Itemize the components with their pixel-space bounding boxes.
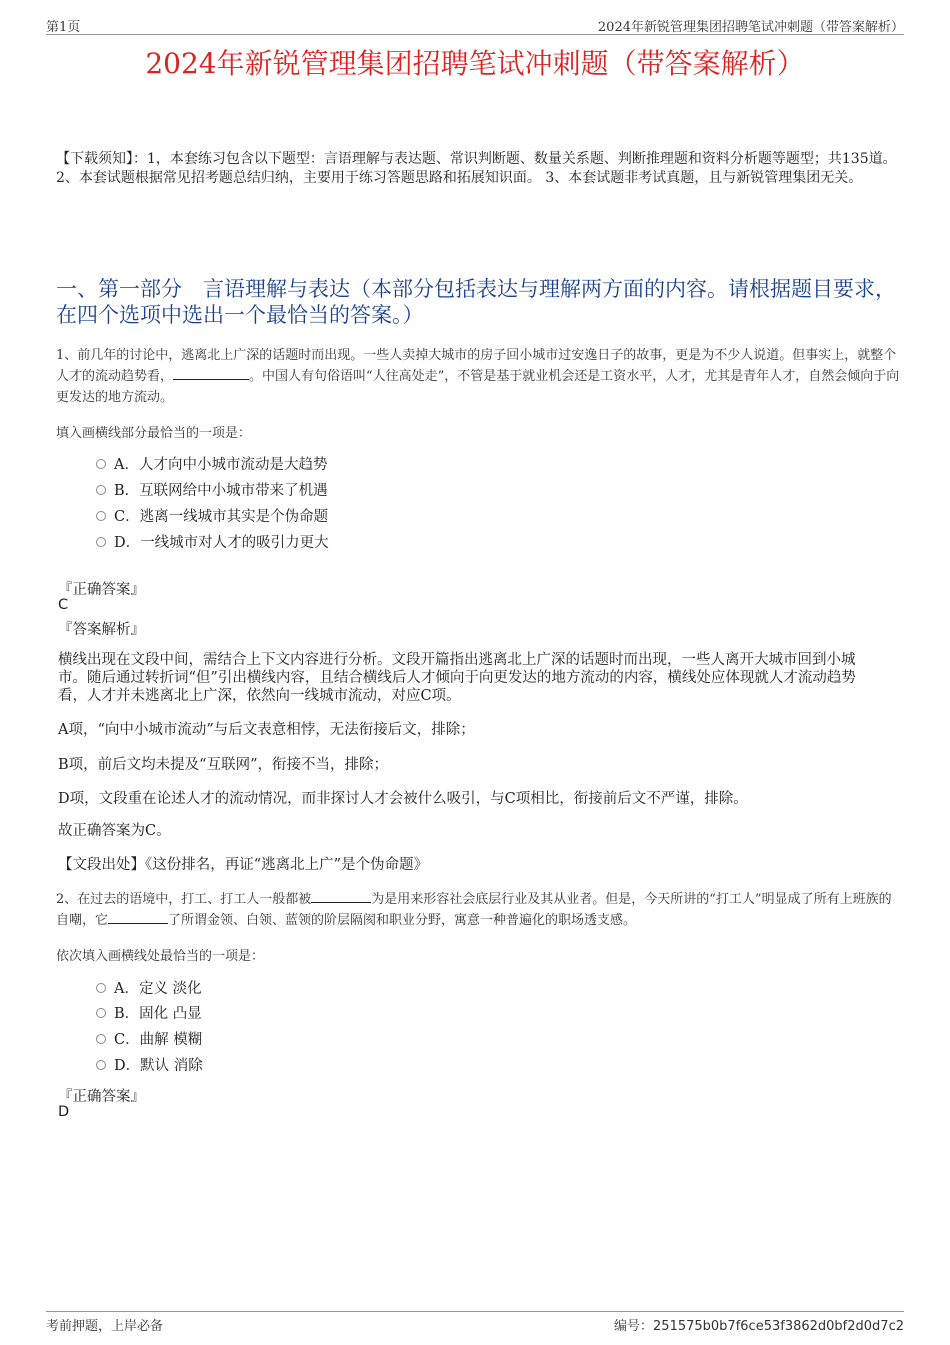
page-number: 第1页 [46,20,81,35]
footer-slogan: 考前押题，上岸必备 [46,1319,164,1334]
question-2-hint: 依次填入画横线处最恰当的一项是： [56,949,265,964]
correct-answer-label: 『正确答案』 [58,1089,145,1105]
section-heading: 一、第一部分 言语理解与表达（本部分包括表达与理解两方面的内容。请根据题目要求，在四个选项中选出一个最恰当的答案。） [56,277,896,327]
footer-code: 编号：251575b0b7f6ce53f3862d0bf2d0d7c2 [614,1319,904,1334]
correct-answer: D [58,1104,70,1120]
question-2-option-d[interactable]: D．默认 消除 [96,1055,203,1077]
analysis-option-b: B项，前后文均未提及“互联网”，衔接不当，排除； [58,757,388,773]
analysis-label: 『答案解析』 [58,622,145,638]
download-notice: 【下载须知】：1，本套练习包含以下题型：言语理解与表达题、常识判断题、数量关系题、判断推理题和资料分析题等题型；共135道。 2、本套试题根据常见招考题总结归纳，主要用于练习答题思路和拓展知识面。 3、本套试题非考试真题，且与新锐管理集团无关。 [56,151,897,186]
question-1-option-d[interactable]: D．一线城市对人才的吸引力更大 [96,532,329,554]
radio-icon[interactable] [96,485,106,495]
page-footer [46,1311,904,1334]
radio-icon[interactable] [96,459,106,469]
question-2-option-a[interactable]: A．定义 淡化 [96,978,202,1000]
passage-source: 【文段出处】《这份排名，再证“逃离北上广”是个伪命题》 [58,857,429,873]
question-1-option-b[interactable]: B．互联网给中小城市带来了机遇 [96,480,328,502]
page-header [46,14,904,35]
answer-blank [108,911,168,924]
radio-icon[interactable] [96,1034,106,1044]
radio-icon[interactable] [96,537,106,547]
answer-blank [173,367,249,380]
radio-icon[interactable] [96,511,106,521]
analysis-text: 横线出现在文段中间，需结合上下文内容进行分析。文段开篇指出逃离北上广深的话题时而出现，一些人离开大城市回到小城市。随后通过转折词“但”引出横线内容，且结合横线后人才倾向于向更发达的地方流动的内容，横线处应体现就人才流动趋势看，人才并未逃离北上广深，依然向一线城市流动，对应C项。 [58,652,856,704]
question-2-option-b[interactable]: B．固化 凸显 [96,1003,202,1025]
analysis-option-a: A项，“向中小城市流动”与后文表意相悖，无法衔接后文，排除； [58,722,475,738]
radio-icon[interactable] [96,1008,106,1018]
answer-blank [311,890,371,903]
header-doc-title: 2024年新锐管理集团招聘笔试冲刺题（带答案解析） [597,20,904,35]
analysis-option-d: D项，文段重在论述人才的流动情况，而非探讨人才会被什么吸引，与C项相比，衔接前后文不严谨，排除。 [58,791,748,807]
document-title: 2024年新锐管理集团招聘笔试冲刺题（带答案解析） [145,47,805,80]
correct-answer: C [58,597,69,613]
analysis-conclusion: 故正确答案为C。 [58,823,171,839]
correct-answer-label: 『正确答案』 [58,582,145,598]
radio-icon[interactable] [96,1060,106,1070]
question-1-stem: 1、前几年的讨论中，逃离北上广深的话题时而出现。一些人卖掉大城市的房子回小城市过安逸日子的故事，更是为不少人说道。但事实上，就整个人才的流动趋势看， 。中国人有句俗语叫“人往高处走”，不管是基于就业机会还是工资水平，人才，尤其是青年人才，自然会倾向于向更发达的地方流动。 [56,348,900,405]
question-1-hint: 填入画横线部分最恰当的一项是： [56,426,252,441]
question-1-option-a[interactable]: A．人才向中小城市流动是大趋势 [96,454,327,476]
question-2-option-c[interactable]: C．曲解 模糊 [96,1029,202,1051]
question-1-option-c[interactable]: C．逃离一线城市其实是个伪命题 [96,506,328,528]
question-2-stem: 2、在过去的语境中，打工、打工人一般都被 为是用来形容社会底层行业及其从业者。但是，今天所讲的“打工人”明显成了所有上班族的自嘲，它 了所谓金领、白领、蓝领的阶层隔阂和职业分野，寓意一种普遍化的职场透支感。 [56,892,892,928]
radio-icon[interactable] [96,983,106,993]
